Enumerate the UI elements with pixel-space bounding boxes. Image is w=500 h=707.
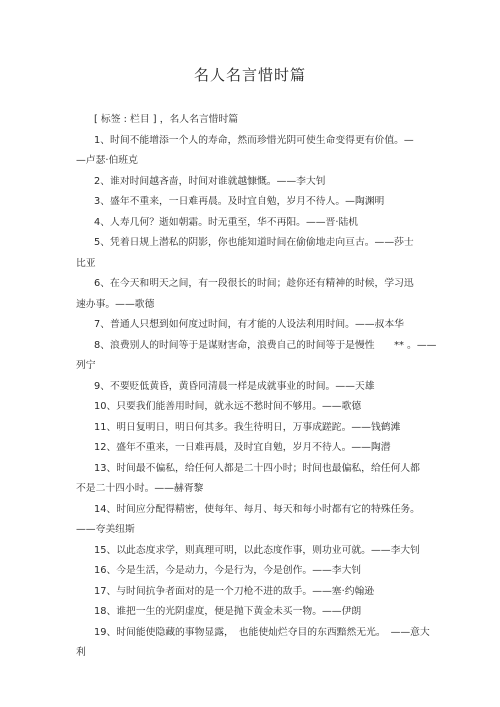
quote-line: 列宁 (76, 360, 96, 371)
quote-line: —卢瑟·伯班克 (76, 155, 138, 166)
quote-line: 13、时间最不偏私，给任何人都是二十四小时；时间也最偏私，给任何人都 (94, 462, 420, 474)
quote-line: 19、时间能使隐藏的事物显露， 也能使灿烂夺目的东西黯然无光。 ——意大 (94, 626, 430, 638)
quote-line: 8、浪费别人的时间等于是谋财害命，浪费自己的时间等于是慢性 ** 。—— (94, 339, 437, 351)
quote-line: 16、今是生活，今是动力，今是行为，今是创作。——李大钊 (94, 565, 362, 576)
quote-line: 7、普通人只想到如何度过时间，有才能的人设法利用时间。——叔本华 (94, 319, 404, 330)
quote-line: 14、时间应分配得精密，使每年、每月、每天和每小时都有它的特殊任务。 (94, 503, 420, 515)
quote-line: 17、与时间抗争者面对的是一个刀枪不进的敌手。——塞·约翰逊 (94, 585, 375, 597)
quote-line: 2、谁对时间越吝啬，时间对谁就越慷慨。——李大钊 (94, 175, 326, 187)
quote-line: 15、以此态度求学，则真理可明，以此态度作事，则功业可就。——李大钊 (94, 544, 420, 556)
quote-line: 12、盛年不重来，一日难再晨，及时宜自勉，岁月不待人。——陶潜 (94, 442, 391, 453)
quote-line: 18、谁把一生的光阴虚度，便是抛下黄金未买一物。——伊朗 (94, 606, 362, 617)
quote-line: 9、不要贬低黄昏，黄昏同清晨一样是成就事业的时间。——天雄 (94, 380, 375, 392)
quote-line: 11、明日复明日，明日何其多。我生待明日，万事成蹉跎。——钱鹤滩 (94, 421, 401, 433)
quote-line: ——夸美纽斯 (76, 524, 135, 535)
quote-line: 速办事。——歌德 (76, 298, 155, 310)
quote-line: 3、盛年不重来，一日难再晨。及时宜自勉，岁月不待人。—陶渊明 (94, 196, 385, 207)
quote-line: 4、人寿几何？逝如朝霜。时无重至，华不再阳。——晋·陆机 (94, 216, 359, 228)
quote-line: 1、时间不能增添一个人的寿命，然而珍惜光阴可使生命变得更有价值。— (94, 134, 414, 146)
tag-line: [ 标签 : 栏目 ] ，名人名言惜时篇 (94, 114, 239, 125)
quote-line: 不是二十四小时。——赫胥黎 (76, 483, 204, 494)
quote-line: 6、在今天和明天之间，有一段很长的时间；趁你还有精神的时候，学习迅 (94, 278, 414, 289)
page-title: 名人名言惜时篇 (193, 66, 306, 84)
quote-line: 比亚 (76, 257, 96, 269)
quote-line: 10、只要我们能善用时间，就永远不愁时间不够用。——歌德 (94, 401, 362, 412)
quote-line: 5、凭着日规上潜私的阴影，你也能知道时间在偷偷地走向亘古。——莎士 (94, 237, 414, 248)
quote-line: 利 (76, 647, 86, 658)
quote-list (76, 110, 437, 664)
